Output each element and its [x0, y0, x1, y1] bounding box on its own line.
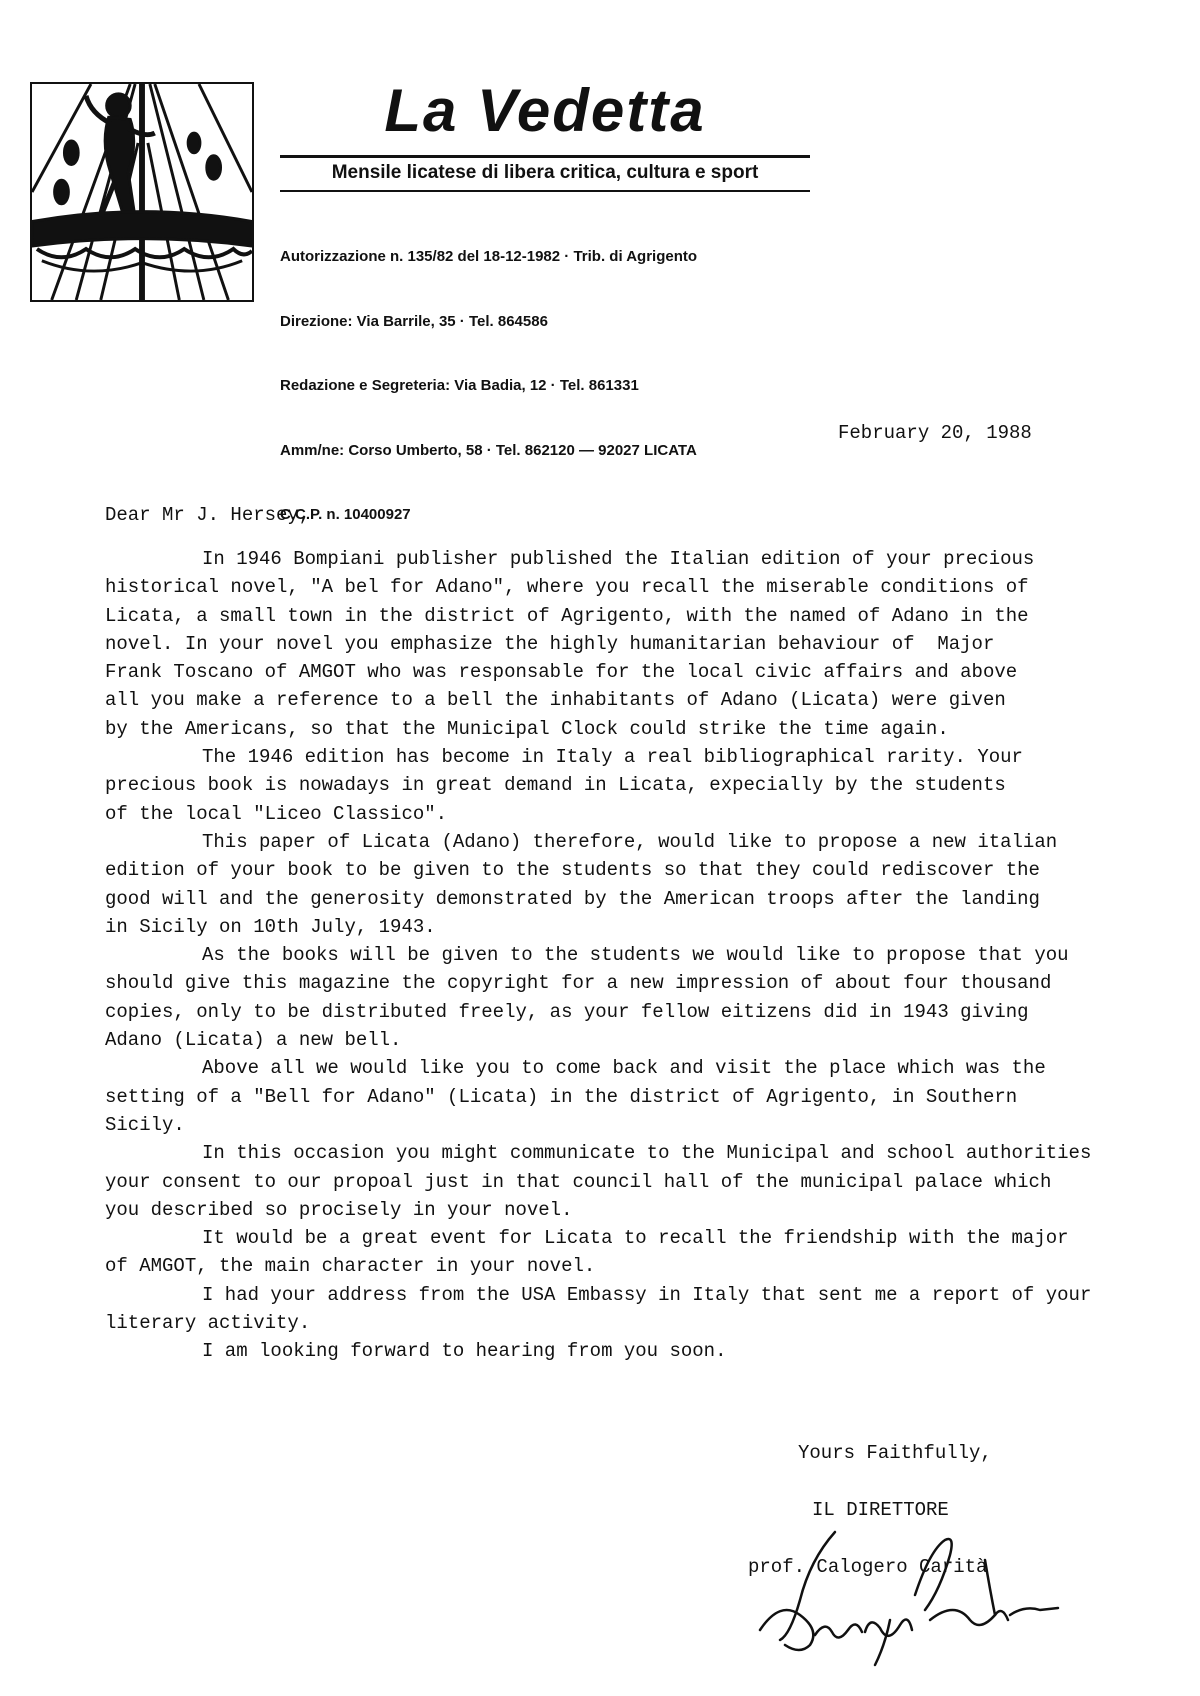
body-line: in Sicily on 10th July, 1943.: [105, 915, 436, 938]
newspaper-title: La Vedetta: [384, 77, 706, 144]
body-line: novel. In your novel you emphasize the highly humanitarian behaviour of Major: [105, 632, 995, 655]
body-line: It would be a great event for Licata to recall the friendship with the major: [202, 1227, 1069, 1250]
body-line: good will and the generosity demonstrated by the American troops after the landing: [105, 887, 1040, 910]
body-line: of AMGOT, the main character in your novel.: [105, 1255, 596, 1278]
body-line: In this occasion you might communicate to the Municipal and school authorities: [202, 1142, 1092, 1165]
body-line: literary activity.: [105, 1312, 311, 1335]
body-line: historical novel, "A bel for Adano", where you recall the miserable conditions of: [105, 576, 1029, 599]
body-line: As the books will be given to the students we would like to propose that you: [202, 944, 1069, 967]
body-line: should give this magazine the copyright for a new impression of about four thousand: [105, 972, 1052, 995]
body-line: The 1946 edition has become in Italy a real bibliographical rarity. Your: [202, 746, 1023, 769]
body-line: precious book is nowadays in great demand in Licata, expecially by the students: [105, 774, 1006, 797]
signer-title: IL DIRETTORE: [812, 1499, 949, 1521]
masthead-divider-bottom: [280, 190, 810, 192]
body-line: copies, only to be distributed freely, as your fellow eitizens did in 1943 giving: [105, 1000, 1029, 1023]
body-line: by the Americans, so that the Municipal Clock could strike the time again.: [105, 717, 949, 740]
body-line: Licata, a small town in the district of Agrigento, with the named of Adano in the: [105, 604, 1029, 627]
closing: Yours Faithfully,: [798, 1442, 992, 1464]
body-line: Above all we would like you to come back and visit the place which was the: [202, 1057, 1046, 1080]
body-line: setting of a "Bell for Adano" (Licata) in the district of Agrigento, in Southern: [105, 1085, 1018, 1108]
lookout-sailor-mast-icon: [30, 82, 254, 302]
body-line: you described so procisely in your novel.: [105, 1198, 573, 1221]
info-line-postal-account: C.C.P. n. 10400927: [280, 506, 411, 523]
masthead-info: [280, 203, 840, 569]
body-line: This paper of Licata (Adano) therefore, would like to propose a new italian: [202, 830, 1058, 853]
body-line: your consent to our propoal just in that council hall of the municipal palace which: [105, 1170, 1052, 1193]
masthead-divider-top: [280, 155, 810, 158]
info-line-direction: Direzione: Via Barrile, 35 · Tel. 864586: [280, 312, 548, 330]
salutation: Dear Mr J. Hersey,: [105, 504, 311, 526]
body-line: In 1946 Bompiani publisher published the Italian edition of your precious: [202, 548, 1035, 570]
body-line: I am looking forward to hearing from you soon.: [202, 1340, 727, 1363]
letter-date: February 20, 1988: [838, 422, 1032, 444]
body-line: edition of your book to be given to the students so that they could rediscover the: [105, 859, 1040, 882]
info-line-editorial: Redazione e Segreteria: Via Badia, 12 · Tel. 861331: [280, 377, 639, 394]
body-line: I had your address from the USA Embassy in Italy that sent me a report of your: [202, 1283, 1092, 1306]
body-line: all you make a reference to a bell the inhabitants of Adano (Licata) were given: [105, 689, 1006, 712]
body-line: Frank Toscano of AMGOT who was responsable for the local civic affairs and above: [105, 661, 1018, 684]
letter-body: [105, 545, 1165, 1366]
signer-name: prof. Calogero Carità: [748, 1556, 988, 1578]
body-line: Adano (Licata) a new bell.: [105, 1029, 402, 1052]
body-line: of the local "Liceo Classico".: [105, 802, 448, 825]
handwritten-signature-icon: [740, 1520, 1070, 1670]
newspaper-subtitle: Mensile licatese di libera critica, cultura e sport: [331, 162, 759, 183]
info-line-authorization: Autorizzazione n. 135/82 del 18-12-1982 · Trib. di Agrigento: [280, 248, 698, 265]
info-line-administration: Amm/ne: Corso Umberto, 58 · Tel. 862120 — 92027 LICATA: [280, 441, 697, 459]
body-line: Sicily.: [105, 1113, 185, 1136]
